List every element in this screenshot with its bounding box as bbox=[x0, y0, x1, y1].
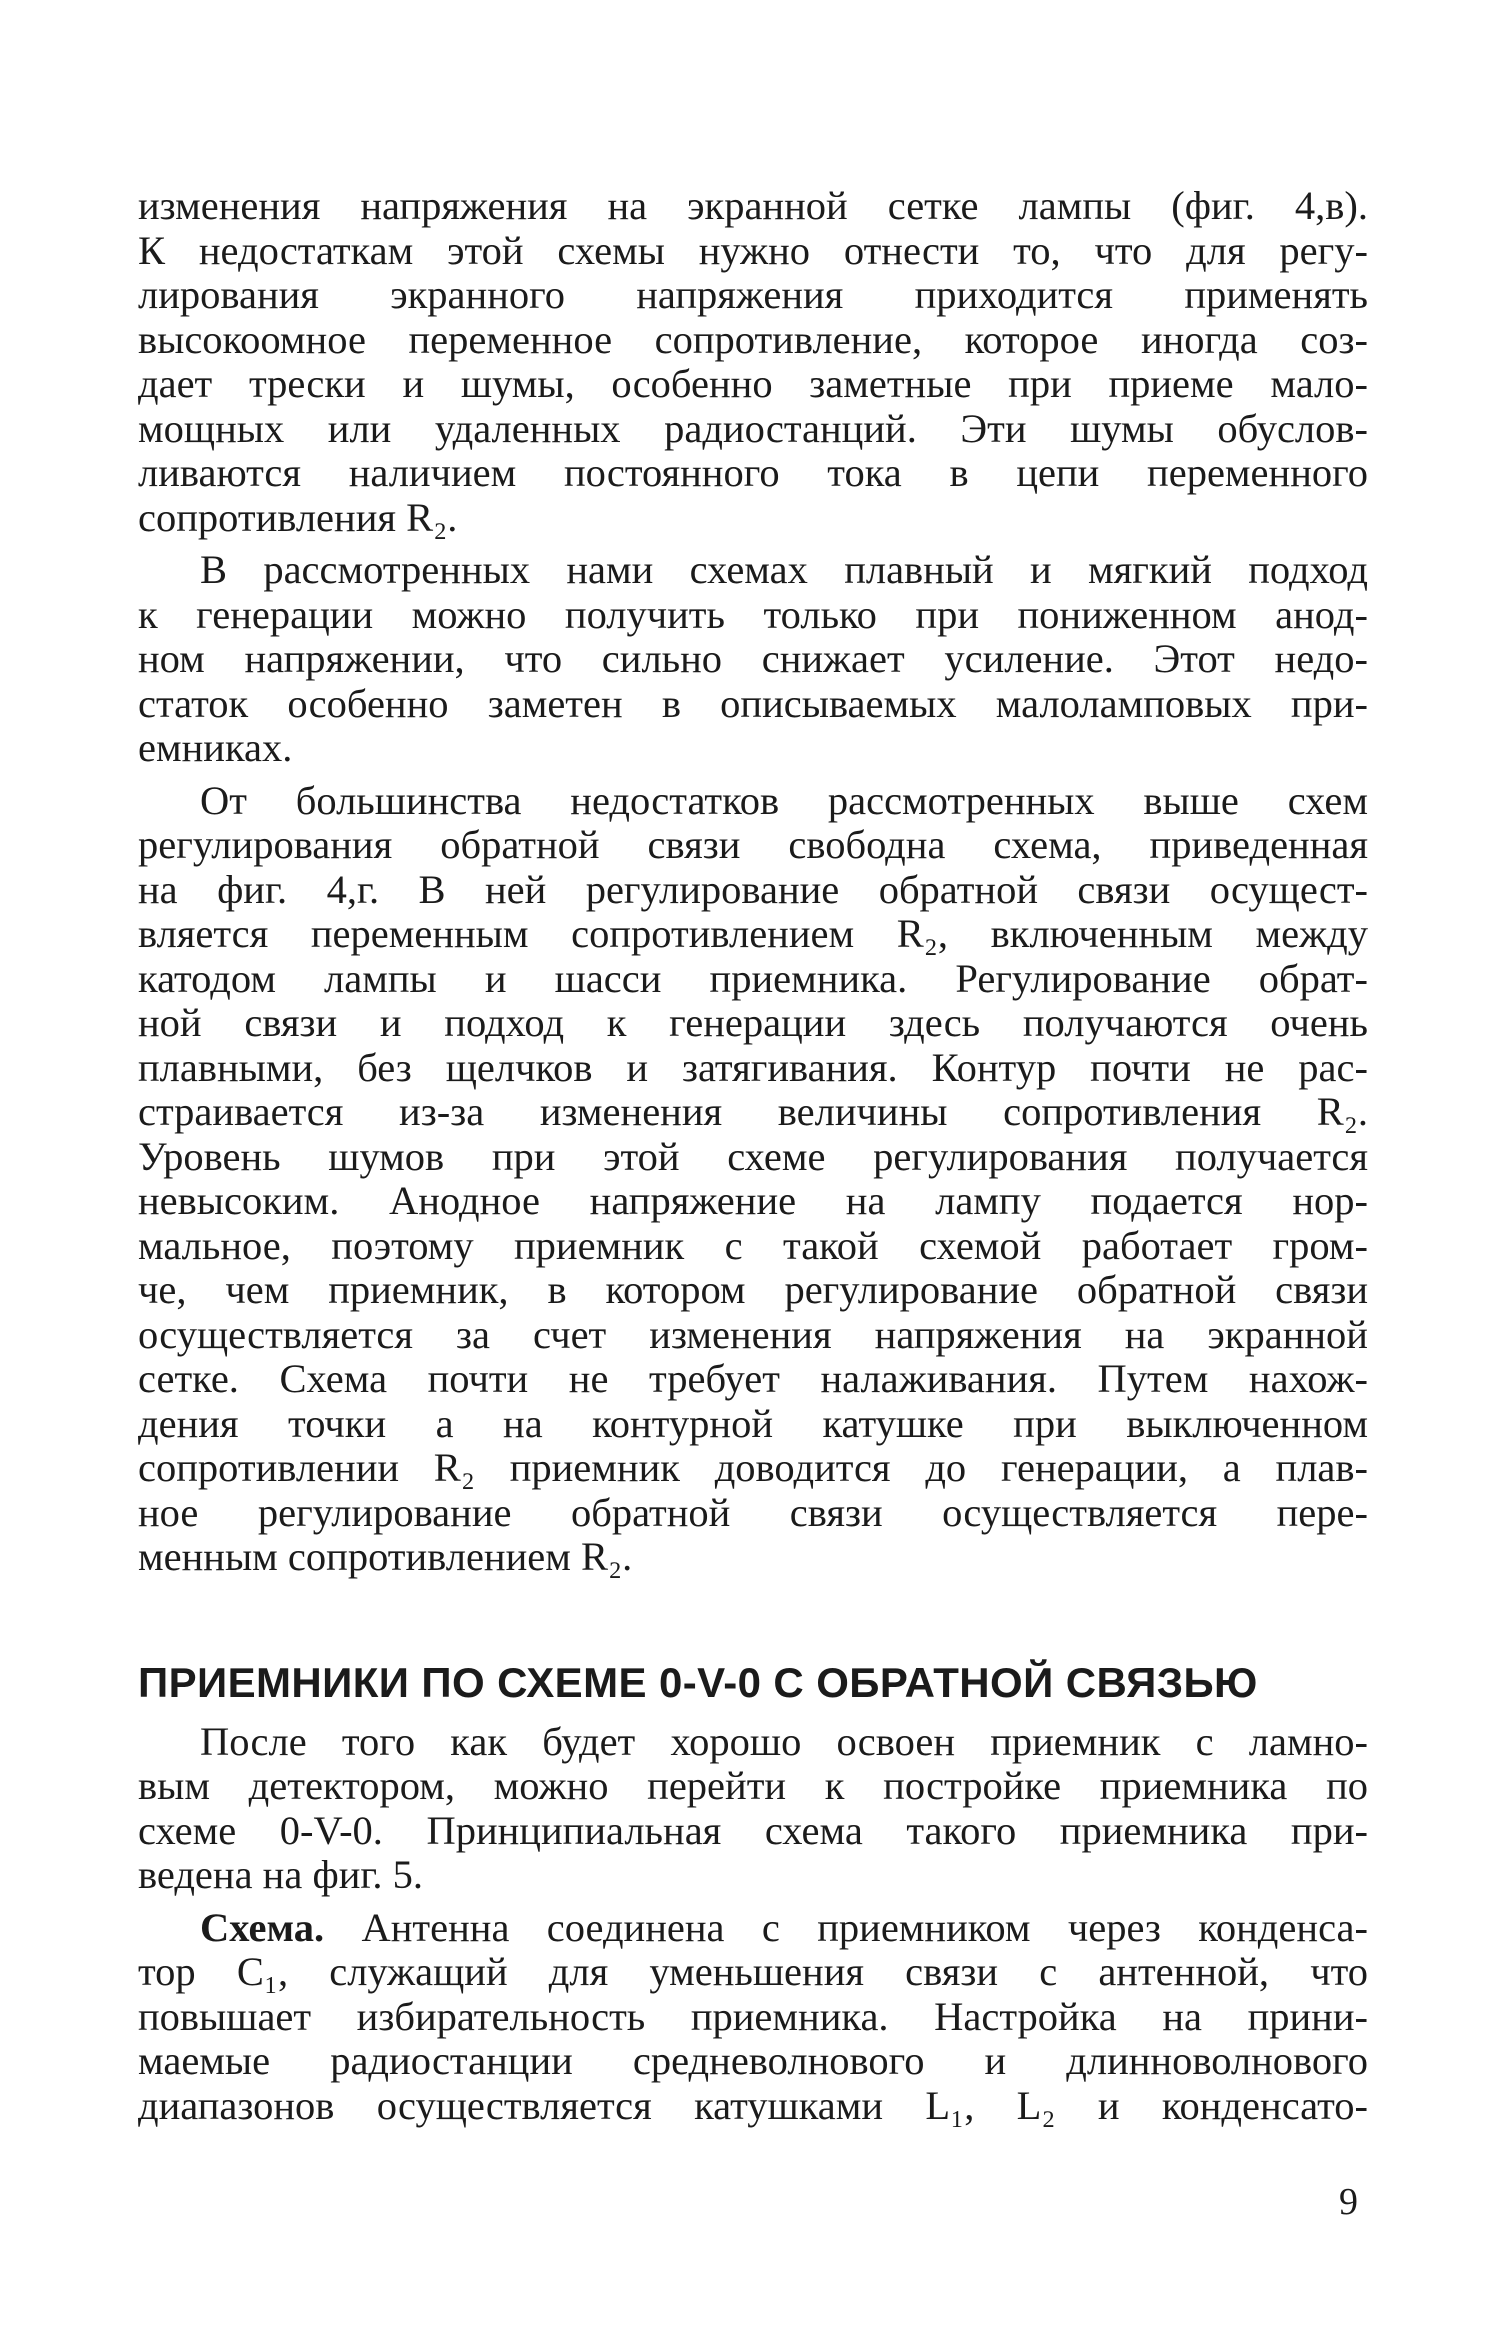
text-line: осуществляется за счет изменения напряжения на экранной bbox=[138, 1311, 1368, 1357]
text-line: менным сопротивлением R₂. bbox=[138, 1534, 633, 1579]
text-line: В рассмотренных нами схемах плавный и мягкий подход bbox=[200, 547, 1368, 592]
page-body bbox=[138, 184, 1368, 2128]
schema-lead: Схема. bbox=[200, 1904, 325, 1950]
text-line: вым детектором, можно перейти к постройке приемника по bbox=[138, 1763, 1368, 1808]
text-line: на фиг. 4,г. В ней регулирование обратной связи осущест- bbox=[138, 866, 1368, 912]
text-line: вляется переменным сопротивлением R₂, включенным между bbox=[138, 911, 1368, 956]
text-line: высокоомное переменное сопротивление, которое иногда соз- bbox=[138, 316, 1368, 362]
text-line: повышает избирательность приемника. Настройка на прини- bbox=[138, 1993, 1368, 2039]
paragraph-receiver-intro bbox=[138, 1720, 1368, 1898]
paragraph-screen-grid-regulation bbox=[138, 184, 1368, 540]
text-line: схеме 0-V-0. Принципиальная схема такого приемника при- bbox=[138, 1807, 1368, 1853]
text-line: дения точки а на контурной катушке при выключенном bbox=[138, 1400, 1368, 1446]
text-line: сетке. Схема почти не требует налаживания. Путем нахож- bbox=[138, 1356, 1368, 1401]
text-line: сопротивлении R₂ приемник доводится до генерации, а плав- bbox=[138, 1445, 1368, 1490]
text-line: регулирования обратной связи свободна схема, приведенная bbox=[138, 822, 1368, 867]
text-line: дает трески и шумы, особенно заметные при приеме мало- bbox=[138, 361, 1368, 406]
text-line: страивается из-за изменения величины сопротивления R₂. bbox=[138, 1089, 1368, 1134]
page-number: 9 bbox=[1339, 2181, 1358, 2223]
text-line: ное регулирование обратной связи осуществляется пере- bbox=[138, 1489, 1368, 1535]
text-line: диапазонов осуществляется катушками L₁, L₂ и конденсато- bbox=[138, 2082, 1368, 2128]
section-heading: ПРИЕМНИКИ ПО СХЕМЕ 0-V-0 С ОБРАТНОЙ СВЯЗЬЮ bbox=[138, 1658, 1258, 1706]
text-line: тор C₁, служащий для уменьшения связи с антенной, что bbox=[138, 1949, 1368, 1994]
text-line: мощных или удаленных радиостанций. Эти шумы обуслов- bbox=[138, 405, 1368, 451]
text-line: изменения напряжения на экранной сетке лампы (фиг. 4,в). bbox=[138, 183, 1368, 228]
text-line: ведена на фиг. 5. bbox=[138, 1852, 424, 1897]
text-line: статок особенно заметен в описываемых малоламповых при- bbox=[138, 680, 1368, 726]
text-line: емниках. bbox=[138, 725, 293, 770]
text-line: мальное, поэтому приемник с такой схемой работает гром- bbox=[138, 1222, 1368, 1268]
text-line: Уровень шумов при этой схеме регулирования получается bbox=[138, 1133, 1368, 1179]
paragraph-smooth-generation bbox=[138, 548, 1368, 771]
text-line: к генерации можно получить только при пониженном анод- bbox=[138, 591, 1368, 637]
text-line: че, чем приемник, в котором регулирование обратной связи bbox=[138, 1267, 1368, 1312]
text-line bbox=[138, 1906, 1368, 1951]
schema-first-line: Антенна соединена с приемником через конденса- bbox=[361, 1904, 1368, 1950]
text-line: ливаются наличием постоянного тока в цепи переменного bbox=[138, 450, 1368, 495]
text-line: ной связи и подход к генерации здесь получаются очень bbox=[138, 1000, 1368, 1045]
text-line: После того как будет хорошо освоен приемник с ламно- bbox=[200, 1718, 1368, 1764]
text-line: ном напряжении, что сильно снижает усиление. Этот недо- bbox=[138, 636, 1368, 681]
text-line: катодом лампы и шасси приемника. Регулирование обрат- bbox=[138, 955, 1368, 1001]
text-line: сопротивления R₂. bbox=[138, 494, 458, 540]
text-line: плавными, без щелчков и затягивания. Контур почти не рас- bbox=[138, 1044, 1368, 1090]
text-line: маемые радиостанции средневолнового и длинноволнового bbox=[138, 2038, 1368, 2083]
text-line: лирования экранного напряжения приходится применять bbox=[138, 272, 1368, 317]
paragraph-cathode-regulation bbox=[138, 779, 1368, 1580]
text-line: К недостаткам этой схемы нужно отнести то, что для регу- bbox=[138, 227, 1368, 273]
text-line: невысоким. Анодное напряжение на лампу подается нор- bbox=[138, 1178, 1368, 1223]
text-line: От большинства недостатков рассмотренных выше схем bbox=[200, 777, 1368, 823]
paragraph-schema bbox=[138, 1906, 1368, 2129]
